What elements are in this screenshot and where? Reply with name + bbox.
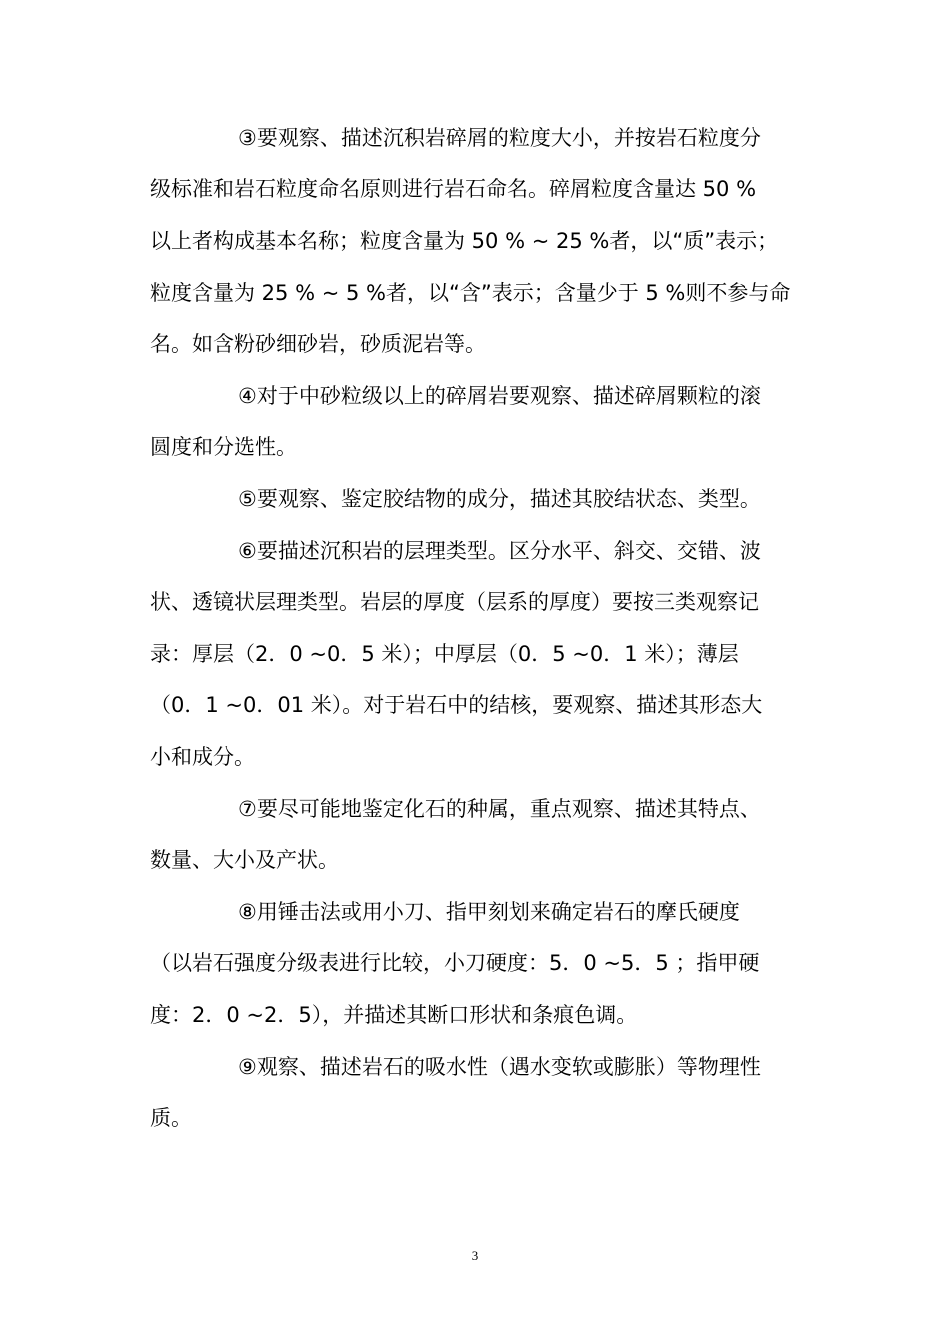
text-line: 圆度和分选性。	[150, 435, 297, 459]
text-line: 质。	[150, 1106, 192, 1130]
text-line: （0．1 ~0．01 米）。对于岩石中的结核，要观察、描述其形态大	[150, 693, 763, 717]
text-line: ③要观察、描述沉积岩碎屑的粒度大小，并按岩石粒度分	[238, 126, 761, 150]
text-line: ⑨观察、描述岩石的吸水性（遇水变软或膨胀）等物理性	[238, 1055, 761, 1079]
text-line: 小和成分。	[150, 745, 255, 769]
text-line: 数量、大小及产状。	[150, 848, 339, 872]
text-line: （以岩石强度分级表进行比较，小刀硬度：5．0 ~5．5 ；指甲硬	[150, 951, 760, 975]
text-line: ⑦要尽可能地鉴定化石的种属，重点观察、描述其特点、	[238, 797, 761, 821]
text-line: 度：2．0 ~2．5），并描述其断口形状和条痕色调。	[150, 1003, 638, 1027]
text-line: 名。如含粉砂细砂岩，砂质泥岩等。	[150, 332, 486, 356]
text-line: ⑥要描述沉积岩的层理类型。区分水平、斜交、交错、波	[238, 539, 761, 563]
text-line: 以上者构成基本名称；粒度含量为 50 % ~ 25 %者，以“质”表示；	[150, 229, 779, 253]
text-line: 粒度含量为 25 % ~ 5 %者，以“含”表示；含量少于 5 %则不参与命	[150, 281, 791, 305]
text-line: ⑧用锤击法或用小刀、指甲刻划来确定岩石的摩氏硬度	[238, 900, 740, 924]
text-line: ⑤要观察、鉴定胶结物的成分，描述其胶结状态、类型。	[238, 487, 761, 511]
text-line: 级标准和岩石粒度命名原则进行岩石命名。碎屑粒度含量达 50 %	[150, 177, 757, 201]
page-number: 3	[471, 1248, 479, 1263]
text-line: 状、透镜状层理类型。岩层的厚度（层系的厚度）要按三类观察记	[150, 590, 759, 614]
text-line: ④对于中砂粒级以上的碎屑岩要观察、描述碎屑颗粒的滚	[238, 384, 761, 408]
text-line: 录：厚层（2．0 ~0．5 米）；中厚层（0．5 ~0．1 米）；薄层	[150, 642, 739, 666]
